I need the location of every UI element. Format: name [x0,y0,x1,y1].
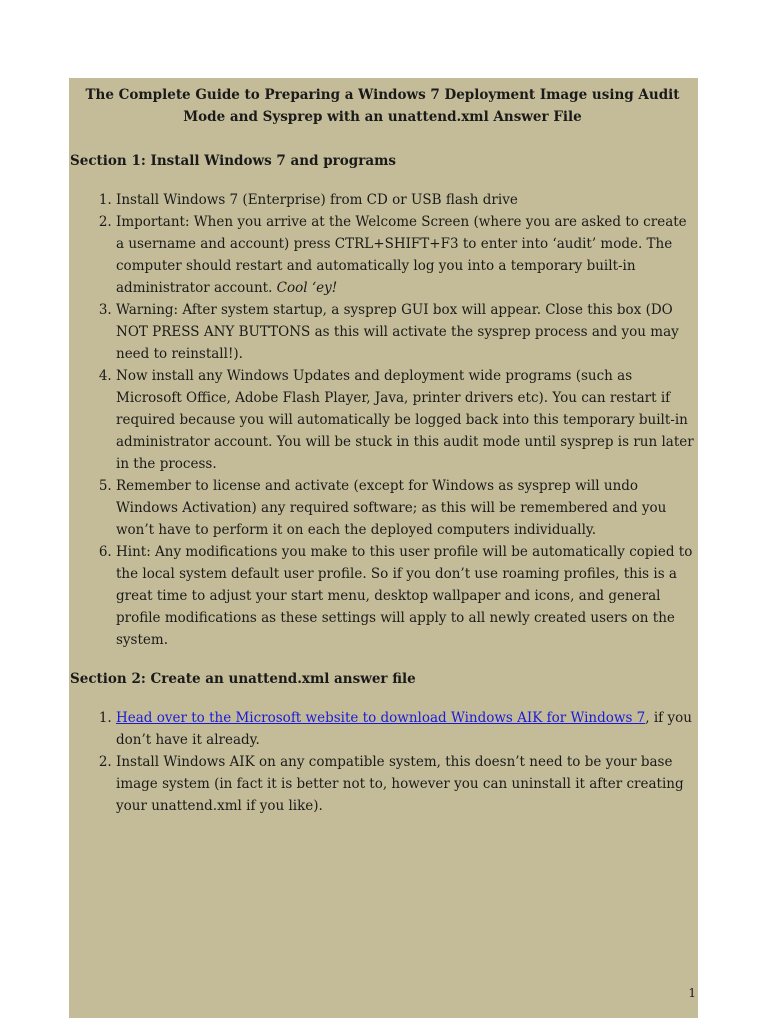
document-page [69,78,698,1018]
list-item [116,211,695,299]
page-number: 1 [688,986,696,1000]
list-item-text: Hint: Any modifications you make to this user profile will be automatically copied to the local system default user profile. So if you don’t use roaming profiles, this is a great time to adjust your start menu, desktop wallpaper and icons, and general profile modifications as these settings will apply to all newly created users on the system. [116,544,693,648]
document-content [70,84,695,834]
list-item-text: Remember to license and activate (except for Windows as sysprep will undo Windows Activation) any required software; as this will be remembered and you won’t have to perform it on each the deployed computers individually. [116,478,667,538]
list-item [116,189,695,211]
list-item-text: Install Windows AIK on any compatible system, this doesn’t need to be your base image system (in fact it is better not to, however you can uninstall it after creating your unattend.xml if you like). [116,754,684,814]
document-title: The Complete Guide to Preparing a Windows 7 Deployment Image using Audit Mode and Sysprep with an unattend.xml Answer File [85,87,680,125]
list-item [116,751,695,817]
section-1-list [70,189,695,651]
list-item [116,541,695,651]
list-item [116,475,695,541]
list-item [116,299,695,365]
section-2-list [70,707,695,817]
list-item-text: , if you don’t have it already. [116,710,692,748]
list-item [116,707,695,751]
windows-aik-download-link[interactable]: Head over to the Microsoft website to download Windows AIK for Windows 7 [116,710,646,726]
section-1-heading: Section 1: Install Windows 7 and programs [70,153,396,169]
section-2-heading: Section 2: Create an unattend.xml answer file [70,671,416,687]
list-item-text: Warning: After system startup, a sysprep GUI box will appear. Close this box (DO NOT PRESS ANY BUTTONS as this will activate the sysprep process and you may need to reinstall!). [116,302,679,362]
list-item-text: Now install any Windows Updates and deployment wide programs (such as Microsoft Office, Adobe Flash Player, Java, printer drivers etc). You can restart if required because you will automatically be logged back into this temporary built-in administrator account. You will be stuck in this audit mode until sysprep is run later in the process. [116,368,694,472]
list-item [116,365,695,475]
emphasis-text: Cool ‘ey! [276,280,338,296]
list-item-text: Important: When you arrive at the Welcome Screen (where you are asked to create a username and account) press CTRL+SHIFT+F3 to enter into ‘audit’ mode. The computer should restart and automatically log you into a temporary built-in administrator account. [116,214,687,296]
list-item-text: Install Windows 7 (Enterprise) from CD or USB flash drive [116,192,518,208]
